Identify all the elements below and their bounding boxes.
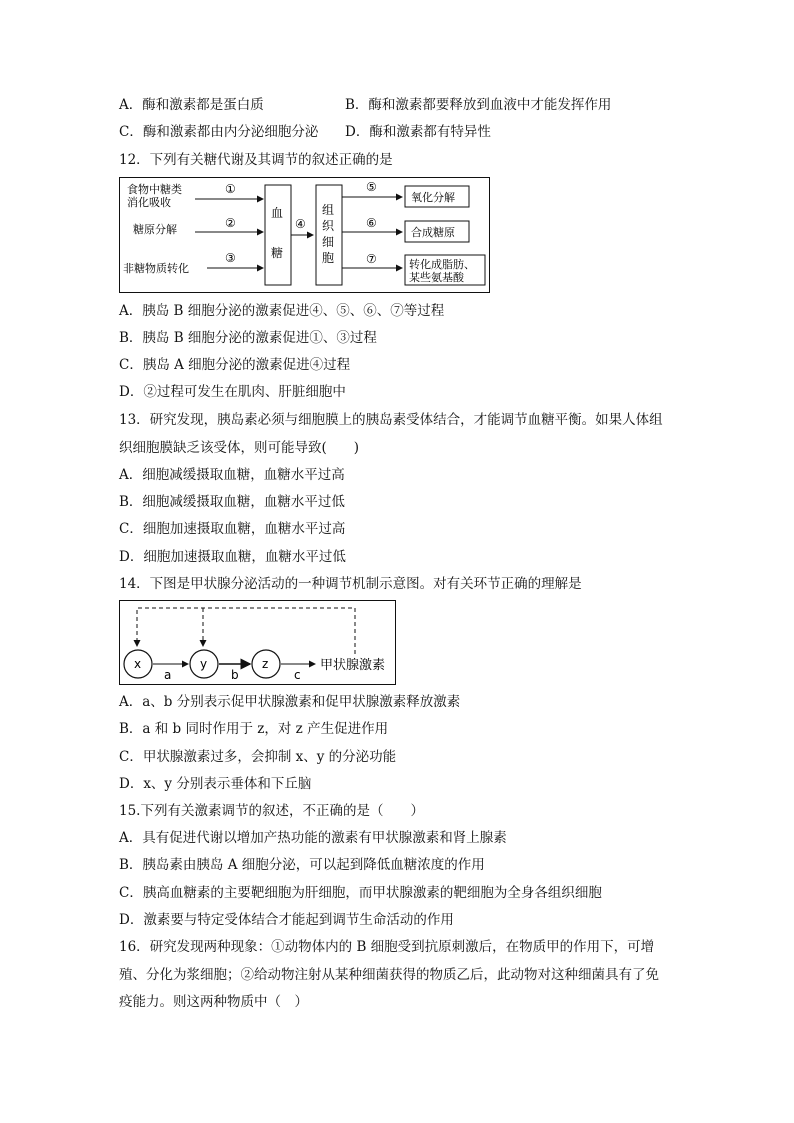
q13-stem-line1: 13．研究发现，胰岛素必须与细胞膜上的胰岛素受体结合，才能调节血糖平衡。如果人体组 (119, 412, 663, 428)
label-c: c (294, 668, 301, 682)
label-5: ⑤ (366, 180, 377, 194)
tissue-char3: 细 (322, 235, 335, 249)
output-fat-line2: 某些氨基酸 (409, 271, 464, 284)
q13-option-d: D．细胞加速摄取血糖，血糖水平过低 (119, 549, 346, 565)
q12-option-a: A．胰岛 B 细胞分泌的激素促进④、⑤、⑥、⑦等过程 (119, 303, 445, 319)
q14-option-d: D．x、y 分别表示垂体和下丘脑 (119, 776, 312, 792)
label-b: b (231, 668, 239, 682)
q16-stem-line2: 殖、分化为浆细胞；②给动物注射从某种细菌获得的物质乙后，此动物对这种细菌具有了免 (119, 967, 659, 983)
q16-stem-line3: 疫能力。则这两种物质中（ ） (119, 994, 308, 1010)
q13-stem-line2: 织细胞膜缺乏该受体，则可能导致( ) (119, 440, 360, 456)
q11-option-d: D．酶和激素都有特异性 (345, 124, 491, 140)
tissue-char4: 胞 (322, 251, 335, 265)
q15-stem: 15.下列有关激素调节的叙述，不正确的是（ ） (119, 803, 424, 819)
source-food-line2: 消化吸收 (127, 196, 171, 209)
tissue-char2: 织 (322, 219, 335, 233)
q15-option-a: A．具有促进代谢以增加产热功能的激素有甲状腺激素和肾上腺素 (119, 830, 507, 846)
label-1: ① (225, 182, 236, 196)
label-6: ⑥ (366, 216, 377, 230)
q11-option-b: B．酶和激素都要释放到血液中才能发挥作用 (345, 97, 612, 113)
q13-option-c: C．细胞加速摄取血糖，血糖水平过高 (119, 521, 346, 537)
q12-stem: 12．下列有关糖代谢及其调节的叙述正确的是 (119, 152, 393, 168)
q12-option-b: B．胰岛 B 细胞分泌的激素促进①、③过程 (119, 330, 377, 346)
blood-sugar-char1: 血 (271, 206, 284, 220)
q11-option-c: C．酶和激素都由内分泌细胞分泌 (119, 124, 319, 140)
sugar-metabolism-diagram (119, 177, 491, 294)
q13-option-a: A．细胞减缓摄取血糖，血糖水平过高 (119, 467, 345, 483)
q12-option-c: C．胰岛 A 细胞分泌的激素促进④过程 (119, 357, 351, 373)
q12-option-d: D．②过程可发生在肌肉、肝脏细胞中 (119, 384, 346, 400)
feedback-to-x (137, 608, 355, 654)
source-food-line1: 食物中糖类 (127, 183, 182, 196)
output-fat-line1: 转化成脂肪、 (409, 258, 475, 271)
q14-option-b: B．a 和 b 同时作用于 z，对 z 产生促进作用 (119, 721, 389, 737)
source-nonsugar: 非糖物质转化 (123, 262, 189, 275)
label-a: a (164, 668, 172, 682)
q14-option-c: C．甲状腺激素过多，会抑制 x、y 的分泌功能 (119, 749, 397, 765)
q11-option-a: A．酶和激素都是蛋白质 (119, 97, 264, 113)
label-y: y (200, 657, 208, 671)
label-thyroid-hormone: 甲状腺激素 (320, 658, 386, 673)
label-3: ③ (225, 251, 236, 265)
blood-sugar-box (265, 185, 291, 285)
label-7: ⑦ (366, 252, 377, 266)
label-2: ② (225, 216, 236, 230)
source-glycogen: 糖原分解 (133, 223, 177, 236)
label-z: z (262, 657, 269, 671)
q15-option-d: D．激素要与特定受体结合才能起到调节生命活动的作用 (119, 912, 454, 928)
q15-option-b: B．胰岛素由胰岛 A 细胞分泌，可以起到降低血糖浓度的作用 (119, 857, 485, 873)
q14-stem: 14．下图是甲状腺分泌活动的一种调节机制示意图。对有关环节正确的理解是 (119, 576, 582, 592)
label-x: x (134, 657, 142, 671)
label-4: ④ (295, 217, 306, 231)
tissue-char1: 组 (322, 203, 335, 217)
q15-option-c: C．胰高血糖素的主要靶细胞为肝细胞，而甲状腺激素的靶细胞为全身各组织细胞 (119, 885, 602, 901)
q13-option-b: B．细胞减缓摄取血糖，血糖水平过低 (119, 494, 345, 510)
output-oxidation: 氧化分解 (411, 191, 455, 204)
q16-stem-line1: 16．研究发现两种现象：①动物体内的 B 细胞受到抗原刺激后，在物质甲的作用下，可增 (119, 939, 655, 955)
output-glycogen: 合成糖原 (411, 226, 455, 239)
blood-sugar-char2: 糖 (271, 246, 284, 260)
thyroid-regulation-diagram (119, 600, 397, 686)
q14-option-a: A．a、b 分别表示促甲状腺激素和促甲状腺激素释放激素 (119, 694, 461, 710)
